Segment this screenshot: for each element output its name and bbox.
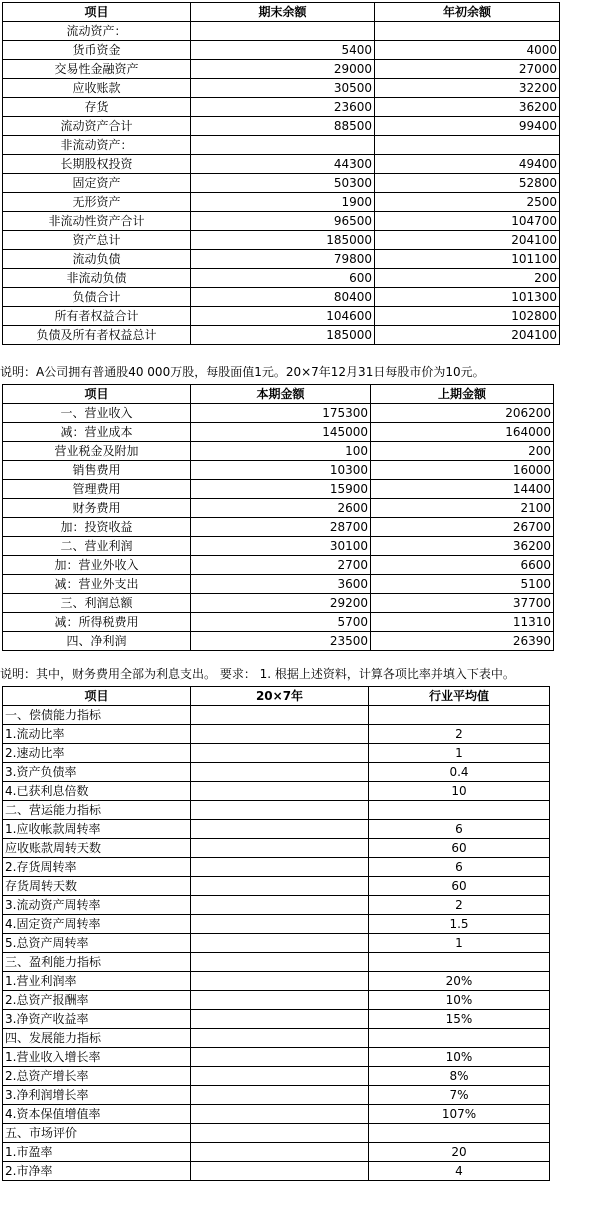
ratio-row-cell: 五、市场评价	[3, 1124, 191, 1143]
balance-row-cell: 非流动资产：	[3, 136, 191, 155]
balance-row	[3, 212, 560, 231]
balance-row-cell: 所有者权益合计	[3, 307, 191, 326]
ratio-row	[3, 839, 550, 858]
balance-row	[3, 41, 560, 60]
ratio-row-cell: 2	[369, 896, 550, 915]
column-header: 期末余额	[191, 3, 375, 22]
income-row	[3, 537, 554, 556]
income-row-cell: 5700	[191, 613, 371, 632]
ratio-row-cell	[191, 820, 369, 839]
balance-row-cell: 102800	[375, 307, 560, 326]
income-row-cell: 6600	[371, 556, 554, 575]
ratio-row	[3, 744, 550, 763]
ratio-row-cell: 应收账款周转天数	[3, 839, 191, 858]
income-row-cell: 206200	[371, 404, 554, 423]
ratio-row-cell: 1.流动比率	[3, 725, 191, 744]
balance-row-cell: 101300	[375, 288, 560, 307]
ratio-row-cell	[191, 1143, 369, 1162]
balance-row-cell: 52800	[375, 174, 560, 193]
balance-row	[3, 288, 560, 307]
ratio-row-cell: 10	[369, 782, 550, 801]
balance-row-cell: 200	[375, 269, 560, 288]
ratio-row-cell	[191, 1010, 369, 1029]
income-row	[3, 575, 554, 594]
ratio-row-cell	[191, 877, 369, 896]
balance-row-cell: 流动负债	[3, 250, 191, 269]
balance-row-cell	[375, 136, 560, 155]
balance-row	[3, 250, 560, 269]
column-header: 本期金额	[191, 385, 371, 404]
balance-row-cell: 流动资产合计	[3, 117, 191, 136]
income-row-cell: 2100	[371, 499, 554, 518]
ratio-row-cell	[191, 1124, 369, 1143]
balance-row-cell	[375, 22, 560, 41]
balance-row	[3, 98, 560, 117]
ratio-row-cell: 20	[369, 1143, 550, 1162]
balance-row-cell: 2500	[375, 193, 560, 212]
income-row-cell: 10300	[191, 461, 371, 480]
income-row-cell: 15900	[191, 480, 371, 499]
ratio-row-cell: 一、偿债能力指标	[3, 706, 191, 725]
column-header: 20×7年	[191, 687, 369, 706]
ratio-row-cell	[191, 725, 369, 744]
ratio-row-cell	[191, 915, 369, 934]
balance-row-cell: 非流动性资产合计	[3, 212, 191, 231]
ratio-row-cell: 3.资产负债率	[3, 763, 191, 782]
balance-row-cell: 101100	[375, 250, 560, 269]
income-row	[3, 442, 554, 461]
balance-row	[3, 269, 560, 288]
balance-row-cell: 4000	[375, 41, 560, 60]
income-row-cell: 三、利润总额	[3, 594, 191, 613]
ratio-row	[3, 1029, 550, 1048]
income-statement-table	[2, 384, 554, 651]
table-header-row	[3, 3, 560, 22]
balance-row-cell: 88500	[191, 117, 375, 136]
balance-row-cell: 固定资产	[3, 174, 191, 193]
balance-row-cell	[191, 22, 375, 41]
balance-row-cell: 非流动负债	[3, 269, 191, 288]
ratio-row	[3, 877, 550, 896]
balance-row	[3, 136, 560, 155]
income-row	[3, 480, 554, 499]
ratio-row	[3, 1010, 550, 1029]
balance-row-cell: 长期股权投资	[3, 155, 191, 174]
ratio-row	[3, 1067, 550, 1086]
balance-row-cell: 99400	[375, 117, 560, 136]
column-header: 项目	[3, 687, 191, 706]
income-row	[3, 499, 554, 518]
ratio-row-cell: 3.净利润增长率	[3, 1086, 191, 1105]
balance-row-cell: 货币资金	[3, 41, 191, 60]
balance-row-cell: 204100	[375, 326, 560, 345]
ratio-row-cell: 20%	[369, 972, 550, 991]
ratio-row-cell: 存货周转天数	[3, 877, 191, 896]
balance-sheet-table	[2, 2, 560, 345]
balance-row-cell: 104700	[375, 212, 560, 231]
income-row-cell: 28700	[191, 518, 371, 537]
balance-row-cell: 负债及所有者权益总计	[3, 326, 191, 345]
ratio-row-cell: 1	[369, 934, 550, 953]
ratio-row-cell	[191, 934, 369, 953]
ratio-row	[3, 782, 550, 801]
ratio-table	[2, 686, 550, 1181]
ratio-row-cell	[191, 706, 369, 725]
table-header-row	[3, 385, 554, 404]
income-row-cell: 26700	[371, 518, 554, 537]
ratio-row-cell: 四、发展能力指标	[3, 1029, 191, 1048]
ratio-row-cell: 4	[369, 1162, 550, 1181]
balance-row	[3, 79, 560, 98]
ratio-row-cell: 1.营业收入增长率	[3, 1048, 191, 1067]
ratio-row-cell: 7%	[369, 1086, 550, 1105]
balance-row-cell: 5400	[191, 41, 375, 60]
balance-row-cell: 交易性金融资产	[3, 60, 191, 79]
income-row-cell: 加：营业外收入	[3, 556, 191, 575]
income-row-cell: 减：所得税费用	[3, 613, 191, 632]
ratio-row-cell	[191, 801, 369, 820]
ratio-row	[3, 1105, 550, 1124]
balance-row	[3, 155, 560, 174]
income-row-cell: 14400	[371, 480, 554, 499]
income-row-cell: 26390	[371, 632, 554, 651]
ratio-row-cell: 4.已获利息倍数	[3, 782, 191, 801]
ratio-row-cell: 三、盈利能力指标	[3, 953, 191, 972]
income-row-cell: 营业税金及附加	[3, 442, 191, 461]
balance-row-cell: 185000	[191, 326, 375, 345]
ratio-row-cell: 107%	[369, 1105, 550, 1124]
ratio-row	[3, 858, 550, 877]
ratio-row-cell: 2.速动比率	[3, 744, 191, 763]
balance-row-cell: 96500	[191, 212, 375, 231]
ratio-row	[3, 706, 550, 725]
ratio-row-cell	[191, 896, 369, 915]
balance-row-cell: 资产总计	[3, 231, 191, 250]
ratio-row-cell	[191, 1048, 369, 1067]
ratio-row	[3, 1124, 550, 1143]
balance-row-cell: 185000	[191, 231, 375, 250]
balance-row	[3, 22, 560, 41]
balance-row-cell: 79800	[191, 250, 375, 269]
ratio-row	[3, 915, 550, 934]
income-row-cell: 200	[371, 442, 554, 461]
balance-row-cell: 存货	[3, 98, 191, 117]
balance-row-cell: 204100	[375, 231, 560, 250]
ratio-row-cell	[369, 953, 550, 972]
ratio-row-cell: 10%	[369, 991, 550, 1010]
ratio-row-cell	[191, 1162, 369, 1181]
ratio-row-cell: 二、营运能力指标	[3, 801, 191, 820]
ratio-row-cell: 15%	[369, 1010, 550, 1029]
ratio-row-cell	[369, 706, 550, 725]
ratio-row	[3, 896, 550, 915]
ratio-row-cell	[191, 858, 369, 877]
balance-row-cell	[191, 136, 375, 155]
income-row-cell: 164000	[371, 423, 554, 442]
column-header: 项目	[3, 385, 191, 404]
balance-row-cell: 无形资产	[3, 193, 191, 212]
ratio-row-cell	[369, 1029, 550, 1048]
ratio-row-cell: 5.总资产周转率	[3, 934, 191, 953]
ratio-row-cell: 1.5	[369, 915, 550, 934]
income-row	[3, 518, 554, 537]
income-row-cell: 2700	[191, 556, 371, 575]
balance-row-cell: 80400	[191, 288, 375, 307]
income-row	[3, 423, 554, 442]
ratio-row-cell: 0.4	[369, 763, 550, 782]
balance-row-cell: 600	[191, 269, 375, 288]
balance-row-cell: 44300	[191, 155, 375, 174]
ratio-row-cell: 3.净资产收益率	[3, 1010, 191, 1029]
ratio-row-cell	[191, 839, 369, 858]
balance-row-cell: 30500	[191, 79, 375, 98]
income-row-cell: 销售费用	[3, 461, 191, 480]
income-row-cell: 145000	[191, 423, 371, 442]
balance-row	[3, 117, 560, 136]
balance-row-cell: 29000	[191, 60, 375, 79]
ratio-row-cell	[191, 1067, 369, 1086]
ratio-row	[3, 1048, 550, 1067]
ratio-row-cell: 1	[369, 744, 550, 763]
ratio-row	[3, 934, 550, 953]
balance-row	[3, 326, 560, 345]
ratio-row	[3, 1162, 550, 1181]
ratio-row-cell	[191, 1029, 369, 1048]
ratio-row	[3, 820, 550, 839]
balance-row-cell: 23600	[191, 98, 375, 117]
income-row-cell: 29200	[191, 594, 371, 613]
balance-row-cell: 负债合计	[3, 288, 191, 307]
ratio-row	[3, 1143, 550, 1162]
ratio-row-cell: 60	[369, 877, 550, 896]
income-row-cell: 5100	[371, 575, 554, 594]
ratio-row-cell	[191, 972, 369, 991]
income-row	[3, 404, 554, 423]
income-row-cell: 100	[191, 442, 371, 461]
balance-row	[3, 193, 560, 212]
balance-row-cell: 104600	[191, 307, 375, 326]
ratio-row	[3, 991, 550, 1010]
ratio-row-cell	[369, 1124, 550, 1143]
income-row-cell: 30100	[191, 537, 371, 556]
balance-row-cell: 36200	[375, 98, 560, 117]
ratio-row-cell: 4.资本保值增值率	[3, 1105, 191, 1124]
income-row-cell: 管理费用	[3, 480, 191, 499]
ratio-row-cell	[191, 744, 369, 763]
ratio-row-cell	[191, 1105, 369, 1124]
income-row-cell: 37700	[371, 594, 554, 613]
balance-row-cell: 49400	[375, 155, 560, 174]
ratio-row-cell	[191, 763, 369, 782]
ratio-row-cell	[191, 1086, 369, 1105]
income-row-cell: 2600	[191, 499, 371, 518]
ratio-row	[3, 725, 550, 744]
ratio-row	[3, 972, 550, 991]
ratio-row-cell: 60	[369, 839, 550, 858]
column-header: 上期金额	[371, 385, 554, 404]
income-row-cell: 3600	[191, 575, 371, 594]
balance-row	[3, 231, 560, 250]
income-row-cell: 16000	[371, 461, 554, 480]
column-header: 项目	[3, 3, 191, 22]
income-row	[3, 461, 554, 480]
table-header-row	[3, 687, 550, 706]
ratio-row-cell	[191, 782, 369, 801]
column-header: 行业平均值	[369, 687, 550, 706]
ratio-row-cell: 8%	[369, 1067, 550, 1086]
ratio-row-cell: 3.流动资产周转率	[3, 896, 191, 915]
ratio-row-cell: 1.市盈率	[3, 1143, 191, 1162]
ratio-row-cell: 6	[369, 820, 550, 839]
income-row-cell: 175300	[191, 404, 371, 423]
ratio-row-cell: 2.存货周转率	[3, 858, 191, 877]
income-row	[3, 556, 554, 575]
income-row-cell: 减：营业外支出	[3, 575, 191, 594]
balance-sheet-note: 说明：A公司拥有普通股40 000万股，每股面值1元。20×7年12月31日每股市价为10元。	[0, 365, 485, 379]
balance-row-cell: 1900	[191, 193, 375, 212]
income-row	[3, 613, 554, 632]
ratio-row-cell	[369, 801, 550, 820]
ratio-row	[3, 953, 550, 972]
income-row-cell: 减：营业成本	[3, 423, 191, 442]
balance-row-cell: 应收账款	[3, 79, 191, 98]
balance-row-cell: 50300	[191, 174, 375, 193]
income-row-cell: 加：投资收益	[3, 518, 191, 537]
ratio-row	[3, 1086, 550, 1105]
ratio-row-cell: 2	[369, 725, 550, 744]
ratio-row-cell: 6	[369, 858, 550, 877]
balance-row	[3, 174, 560, 193]
income-row	[3, 632, 554, 651]
income-row-cell: 二、营业利润	[3, 537, 191, 556]
income-row	[3, 594, 554, 613]
balance-row-cell: 27000	[375, 60, 560, 79]
balance-row	[3, 307, 560, 326]
income-row-cell: 一、营业收入	[3, 404, 191, 423]
requirement-note: 说明：其中，财务费用全部为利息支出。 要求： 1. 根据上述资料，计算各项比率并填入下表中。	[0, 667, 515, 681]
ratio-row-cell	[191, 953, 369, 972]
balance-row-cell: 流动资产：	[3, 22, 191, 41]
ratio-row-cell: 2.总资产报酬率	[3, 991, 191, 1010]
ratio-row	[3, 763, 550, 782]
income-row-cell: 四、净利润	[3, 632, 191, 651]
ratio-row-cell	[191, 991, 369, 1010]
income-row-cell: 23500	[191, 632, 371, 651]
income-row-cell: 36200	[371, 537, 554, 556]
ratio-row	[3, 801, 550, 820]
income-row-cell: 11310	[371, 613, 554, 632]
balance-row	[3, 60, 560, 79]
ratio-row-cell: 1.营业利润率	[3, 972, 191, 991]
ratio-row-cell: 2.总资产增长率	[3, 1067, 191, 1086]
ratio-row-cell: 10%	[369, 1048, 550, 1067]
ratio-row-cell: 2.市净率	[3, 1162, 191, 1181]
ratio-row-cell: 1.应收帐款周转率	[3, 820, 191, 839]
income-row-cell: 财务费用	[3, 499, 191, 518]
column-header: 年初余额	[375, 3, 560, 22]
balance-row-cell: 32200	[375, 79, 560, 98]
ratio-row-cell: 4.固定资产周转率	[3, 915, 191, 934]
